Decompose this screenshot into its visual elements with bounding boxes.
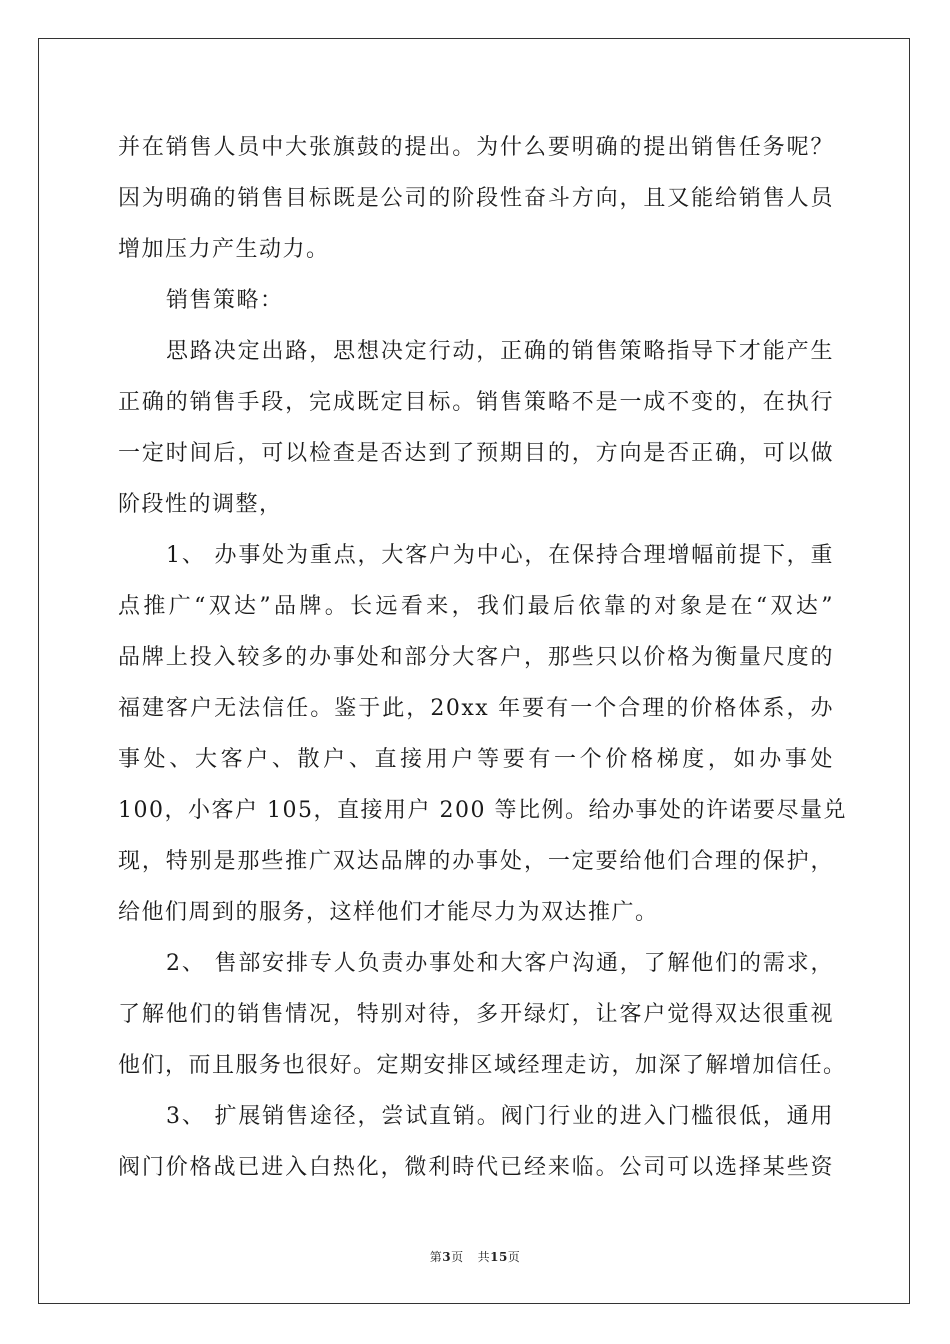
text-line: 了解他们的销售情况，特别对待，多开绿灯，让客户觉得双达很重视: [118, 1002, 834, 1027]
document-body: [118, 122, 847, 1193]
page-unit: 页: [451, 1250, 464, 1264]
text-line: 点推广“双达”品牌。长远看来，我们最后依靠的对象是在“双达”: [118, 594, 834, 619]
list-item-3-start: 3、 扩展销售途径，尝试直销。阀门行业的进入门槛很低，通用: [166, 1104, 834, 1129]
text-line: 增加压力产生动力。: [118, 237, 330, 262]
total-unit: 页: [507, 1250, 521, 1264]
text-line: 100，小客户 105，直接用户 200 等比例。给办事处的许诺要尽量兑: [118, 798, 847, 823]
text-line: 阶段性的调整，: [118, 492, 283, 517]
text-line: 并在销售人员中大张旗鼓的提出。为什么要明确的提出销售任务呢？: [118, 135, 834, 160]
text-line: 思路决定出路，思想决定行动，正确的销售策略指导下才能产生: [166, 339, 834, 364]
text-line: 福建客户无法信任。鉴于此，20xx 年要有一个合理的价格体系，办: [118, 696, 834, 721]
text-line: 因为明确的销售目标既是公司的阶段性奋斗方向，且又能给销售人员: [118, 186, 834, 211]
list-item-2-start: 2、 售部安排专人负责办事处和大客户沟通，了解他们的需求，: [166, 951, 834, 976]
text-line: 事处、大客户、散户、直接用户等要有一个价格梯度，如办事处: [118, 747, 834, 772]
section-heading: 销售策略：: [166, 288, 284, 313]
text-line: 给他们周到的服务，这样他们才能尽力为双达推广。: [118, 900, 659, 925]
page-prefix: 第: [429, 1250, 443, 1264]
text-line: 他们，而且服务也很好。定期安排区域经理走访，加深了解增加信任。: [118, 1053, 847, 1078]
text-line: 一定时间后，可以检查是否达到了预期目的，方向是否正确，可以做: [118, 441, 834, 466]
total-page-count: 15: [490, 1250, 508, 1264]
text-line: 品牌上投入较多的办事处和部分大客户，那些只以价格为衡量尺度的: [118, 645, 834, 670]
list-item-1-start: 1、 办事处为重点，大客户为中心，在保持合理增幅前提下，重: [166, 543, 834, 568]
text-line: 阀门价格战已进入白热化，微利時代已经来临。公司可以选择某些资: [118, 1155, 834, 1180]
page-footer: [0, 1248, 950, 1265]
text-line: 正确的销售手段，完成既定目标。销售策略不是一成不变的，在执行: [118, 390, 834, 415]
text-line: 现，特别是那些推广双达品牌的办事处，一定要给他们合理的保护，: [118, 849, 834, 874]
current-page-number: 3: [442, 1250, 452, 1264]
total-prefix: 共: [477, 1250, 491, 1264]
